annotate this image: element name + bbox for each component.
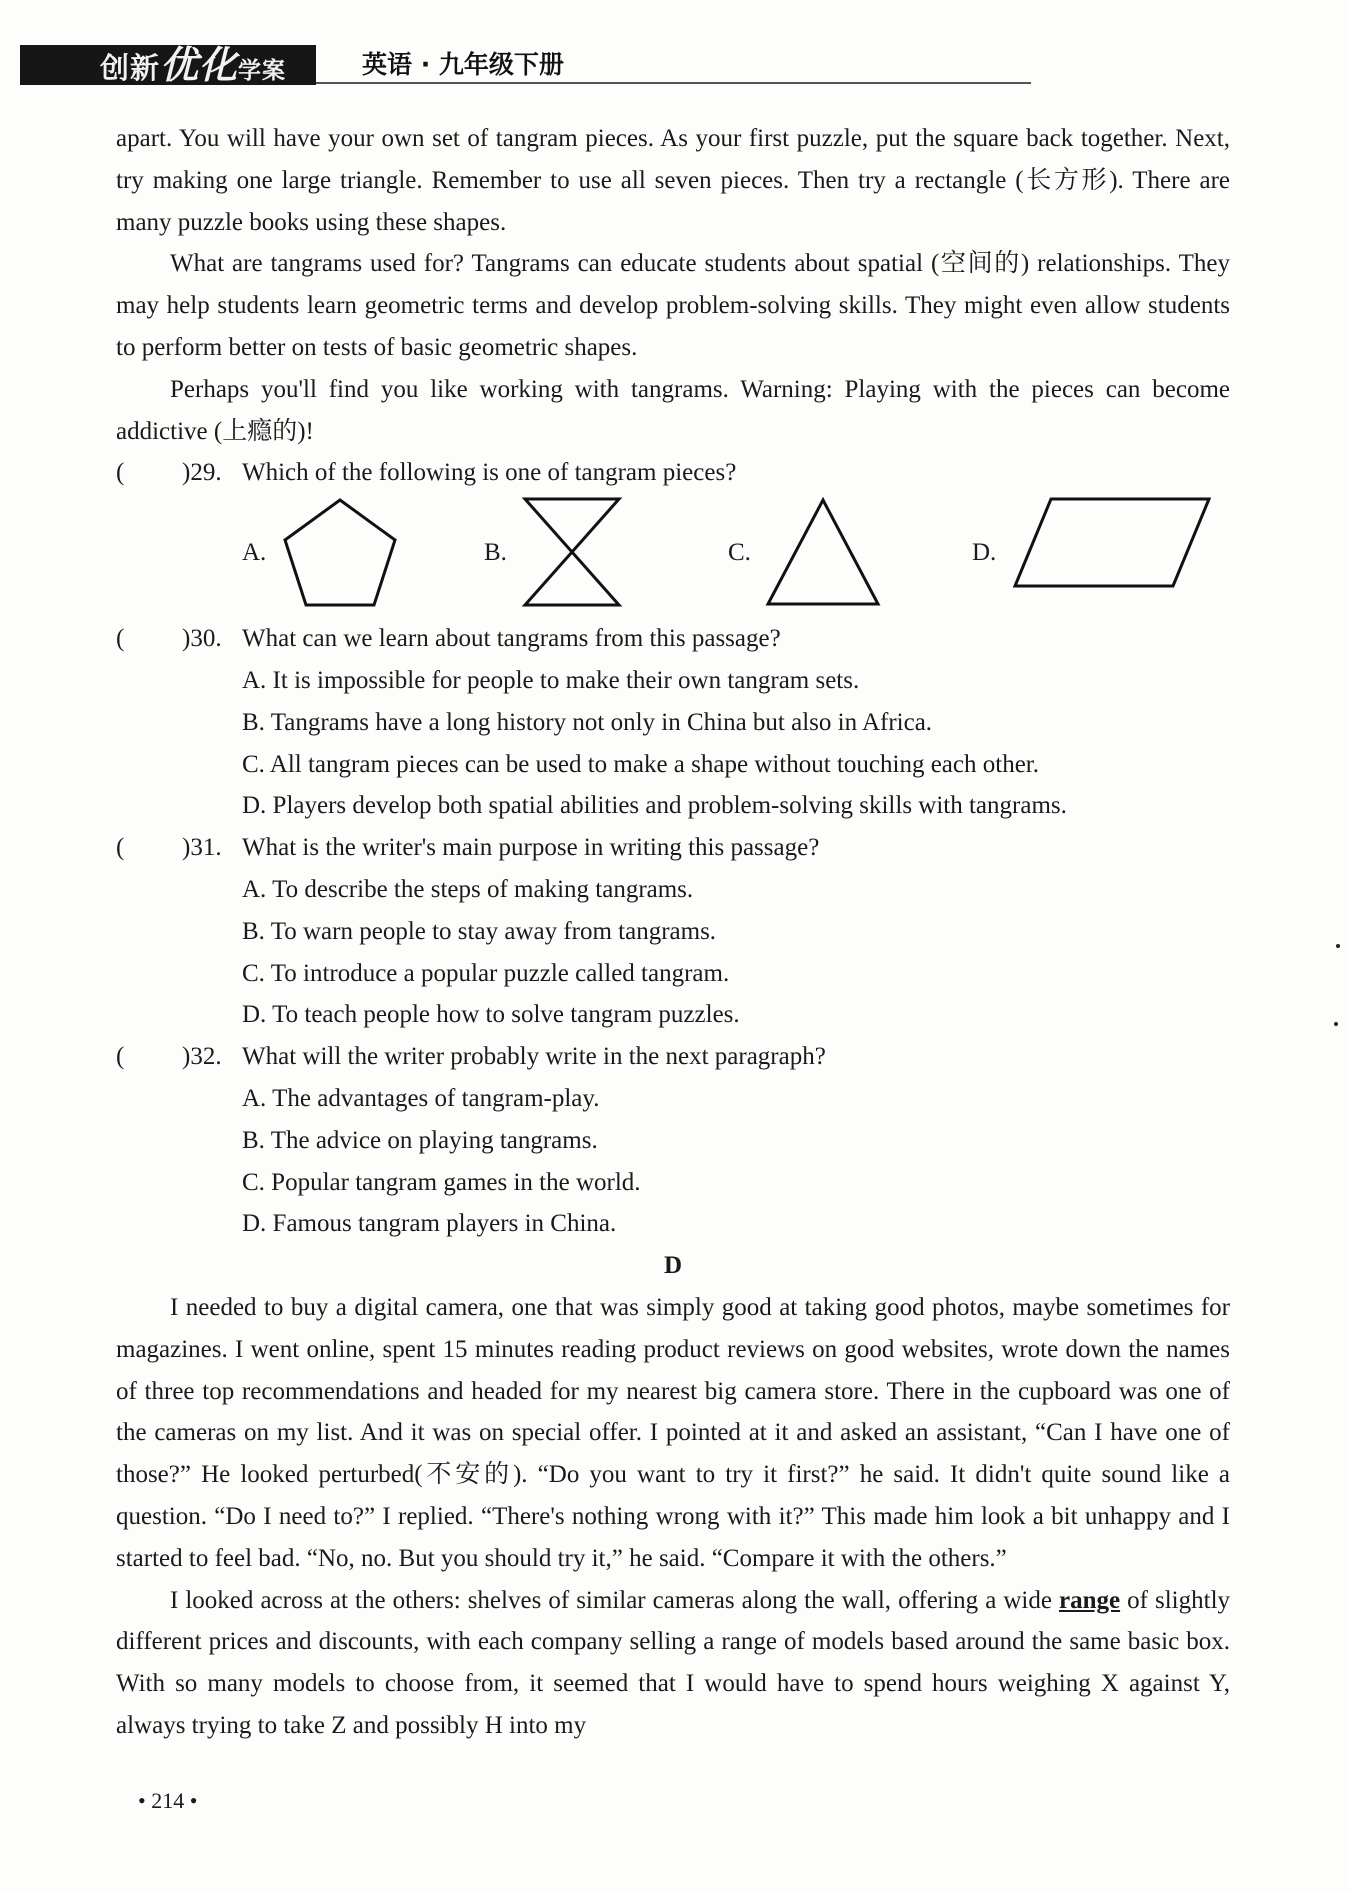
question-31 bbox=[116, 827, 1230, 869]
header-subject: 英语 · 九年级下册 bbox=[362, 50, 564, 79]
logo-text-1: 创新 bbox=[100, 51, 161, 85]
header-logo bbox=[100, 44, 286, 86]
option-a: A. The advantages of tangram-play. bbox=[242, 1084, 600, 1112]
option-c: C. To introduce a popular puzzle called tangram. bbox=[242, 959, 730, 987]
answer-blank[interactable]: ( bbox=[116, 1043, 125, 1071]
page-header bbox=[0, 0, 1350, 95]
paragraph-text: I looked across at the others: shelves of similar cameras along the wall, offering a wide bbox=[170, 1586, 1052, 1614]
option-label: B. bbox=[484, 539, 507, 567]
option-label: A. bbox=[242, 539, 267, 567]
figure-options bbox=[116, 494, 1230, 618]
hourglass-icon bbox=[519, 494, 625, 610]
option-d: D. Famous tangram players in China. bbox=[242, 1210, 617, 1238]
question-stem: What can we learn about tangrams from this passage? bbox=[242, 625, 781, 653]
option-label: D. bbox=[972, 539, 997, 567]
passage-c-paragraph-1: apart. You will have your own set of tangram pieces. As your first puzzle, put the square back together. Next, try making one large triangle. Remember to use all seven pieces. Then try a rectangle (长方形). There are many puzzle books using these shapes. bbox=[116, 125, 1230, 236]
option-b: B. Tangrams have a long history not only in China but also in Africa. bbox=[242, 708, 933, 736]
question-stem: What will the writer probably write in the next paragraph? bbox=[242, 1043, 826, 1071]
question-number: )30. bbox=[182, 625, 222, 653]
parallelogram-icon bbox=[1009, 494, 1215, 592]
option-a: A. To describe the steps of making tangrams. bbox=[242, 875, 694, 903]
triangle-icon bbox=[762, 494, 884, 610]
logo-text-2: 优化 bbox=[160, 43, 239, 87]
question-number: )29. bbox=[182, 459, 222, 487]
question-number: )32. bbox=[182, 1043, 222, 1071]
underlined-word: range bbox=[1058, 1586, 1121, 1614]
answer-blank[interactable]: ( bbox=[116, 834, 125, 862]
question-29 bbox=[116, 452, 1230, 494]
passage-d-paragraph-1: I needed to buy a digital camera, one that was simply good at taking good photos, maybe sometimes for magazines. I went online, spent 15 minutes reading product reviews on good websites, wrote down the names of three top recommendations and headed for my nearest big camera store. There in the cupboard was one of the cameras on my list. And it was on special offer. I pointed at it and asked an assistant, “Can I have one of those?” He looked perturbed(不安的). “Do you want to try it first?” he said. It didn't quite sound like a question. “Do I need to?” I replied. “There's nothing wrong with it?” This made him look a bit unhappy and I started to feel bad. “No, no. But you should try it,” he said. “Compare it with the others.” bbox=[116, 1293, 1230, 1572]
passage-d-paragraph-2 bbox=[116, 1580, 1230, 1747]
question-32 bbox=[116, 1036, 1230, 1078]
option-b: B. To warn people to stay away from tangrams. bbox=[242, 917, 717, 945]
option-c: C. Popular tangram games in the world. bbox=[242, 1168, 641, 1196]
answer-blank[interactable]: ( bbox=[116, 625, 125, 653]
scan-speck bbox=[1334, 1022, 1338, 1026]
option-b: B. The advice on playing tangrams. bbox=[242, 1126, 598, 1154]
scan-speck bbox=[1336, 944, 1340, 948]
answer-blank[interactable]: ( bbox=[116, 459, 125, 487]
passage-c-paragraph-3: Perhaps you'll find you like working with tangrams. Warning: Playing with the pieces can become addictive (上瘾的)! bbox=[116, 375, 1230, 445]
option-d: D. To teach people how to solve tangram puzzles. bbox=[242, 1001, 740, 1029]
question-stem: What is the writer's main purpose in writing this passage? bbox=[242, 834, 820, 862]
question-stem: Which of the following is one of tangram pieces? bbox=[242, 459, 737, 487]
header-rule bbox=[316, 82, 1031, 84]
option-a: A. It is impossible for people to make their own tangram sets. bbox=[242, 666, 860, 694]
question-number: )31. bbox=[182, 834, 222, 862]
question-30 bbox=[116, 618, 1230, 660]
section-title-d: D bbox=[663, 1252, 683, 1280]
page-number: • 214 • bbox=[138, 1788, 198, 1813]
paragraph-text: of slightly different prices and discounts, with each company selling a range of models based around the same basic box. With so many models to choose from, it seemed that I would have to spend hours weighing X against Y, always trying to take Z and possibly H into my bbox=[116, 1586, 1231, 1739]
option-label: C. bbox=[728, 539, 751, 567]
option-d: D. Players develop both spatial abilities and problem-solving skills with tangrams. bbox=[242, 792, 1067, 820]
page-content bbox=[116, 118, 1230, 1747]
logo-text-3: 学案 bbox=[238, 58, 287, 84]
option-c: C. All tangram pieces can be used to make a shape without touching each other. bbox=[242, 750, 1039, 778]
pentagon-icon bbox=[279, 494, 401, 612]
passage-c-paragraph-2: What are tangrams used for? Tangrams can educate students about spatial (空间的) relationships. They may help students learn geometric terms and develop problem-solving skills. They might even allow students to perform better on tests of basic geometric shapes. bbox=[116, 250, 1230, 361]
